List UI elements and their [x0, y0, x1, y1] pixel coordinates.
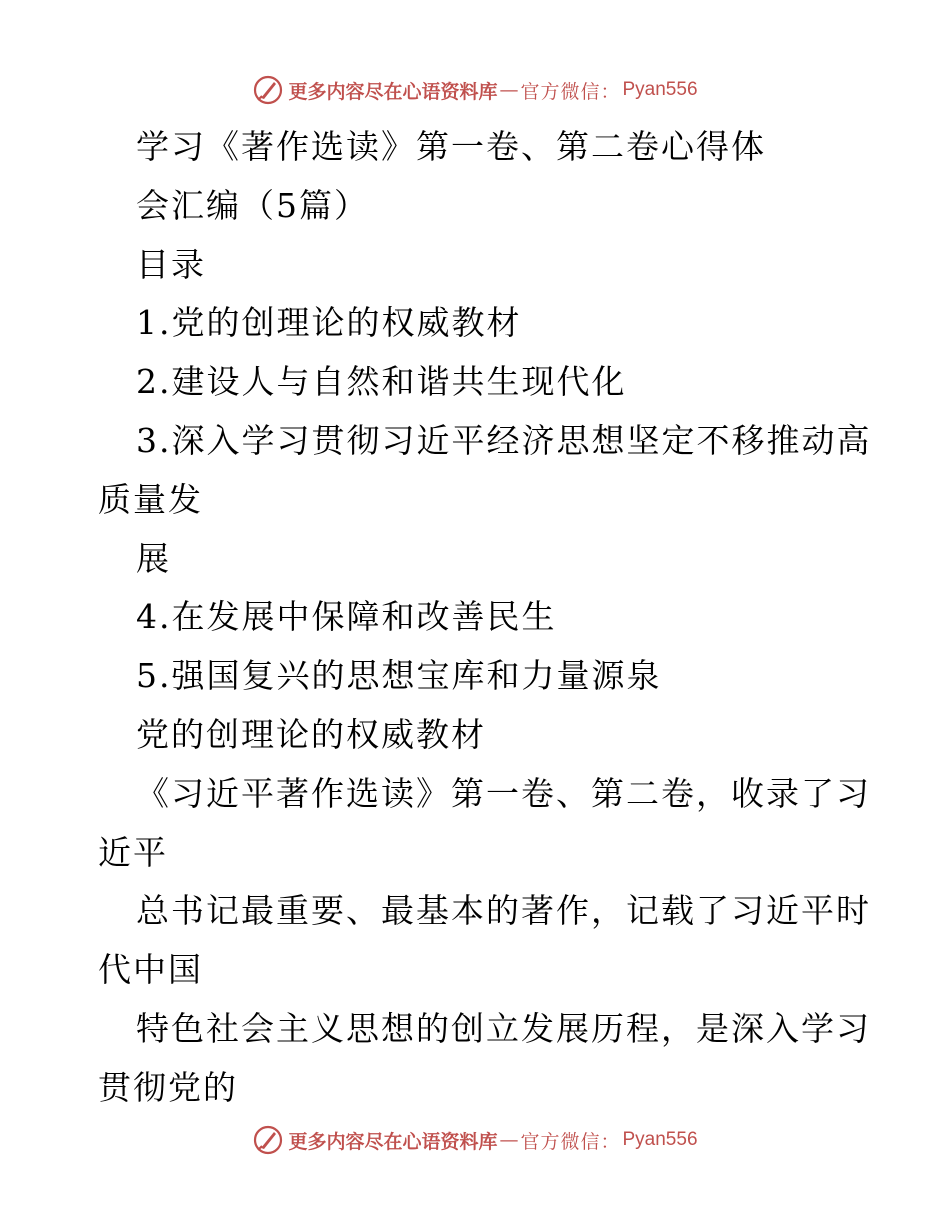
watermark-wechat-label: 官方微信： — [520, 1130, 621, 1153]
watermark-account: Pyan556 — [622, 1129, 698, 1150]
watermark-wechat-label: 官方微信： — [520, 80, 621, 103]
watermark-banner-top — [0, 70, 950, 110]
watermark-dash: — — [499, 1129, 519, 1151]
watermark-banner-bottom — [0, 1120, 950, 1160]
quill-seal-icon — [252, 74, 284, 106]
document-body — [98, 118, 872, 1118]
watermark-dash: — — [499, 79, 519, 101]
section-heading: 党的创理论的权威教材 — [136, 714, 486, 754]
paragraph-line: 总书记最重要、最基本的著作，记载了习近平时 — [136, 891, 871, 931]
paragraph-line: 特色社会主义思想的创立发展历程，是深入学习 — [136, 1008, 871, 1048]
paragraph-line: 贯彻党的 — [98, 1067, 238, 1107]
toc-item-3-cont-1: 质量发 — [98, 479, 203, 519]
toc-item-3-cont-2: 展 — [136, 538, 171, 578]
toc-item-3: 3.深入学习贯彻习近平经济思想坚定不移推动高 — [136, 420, 872, 460]
toc-item-5: 5.强国复兴的思想宝库和力量源泉 — [136, 656, 662, 696]
paragraph-line: 《习近平著作选读》第一卷、第二卷，收录了习 — [136, 773, 871, 813]
paragraph-line: 代中国 — [98, 950, 203, 990]
toc-heading: 目录 — [136, 244, 206, 284]
watermark-account: Pyan556 — [622, 79, 698, 100]
doc-title-line-2: 会汇编（5篇） — [136, 185, 369, 225]
doc-title-line-1: 学习《著作选读》第一卷、第二卷心得体 — [136, 127, 766, 166]
watermark-text: 更多内容尽在心语资料库 — [288, 80, 498, 103]
toc-item-4: 4.在发展中保障和改善民生 — [136, 597, 557, 637]
paragraph-line: 近平 — [98, 832, 168, 872]
toc-item-1: 1.党的创理论的权威教材 — [136, 303, 522, 343]
toc-item-2: 2.建设人与自然和谐共生现代化 — [136, 362, 627, 402]
watermark-text: 更多内容尽在心语资料库 — [288, 1130, 498, 1153]
quill-seal-icon — [252, 1124, 284, 1156]
